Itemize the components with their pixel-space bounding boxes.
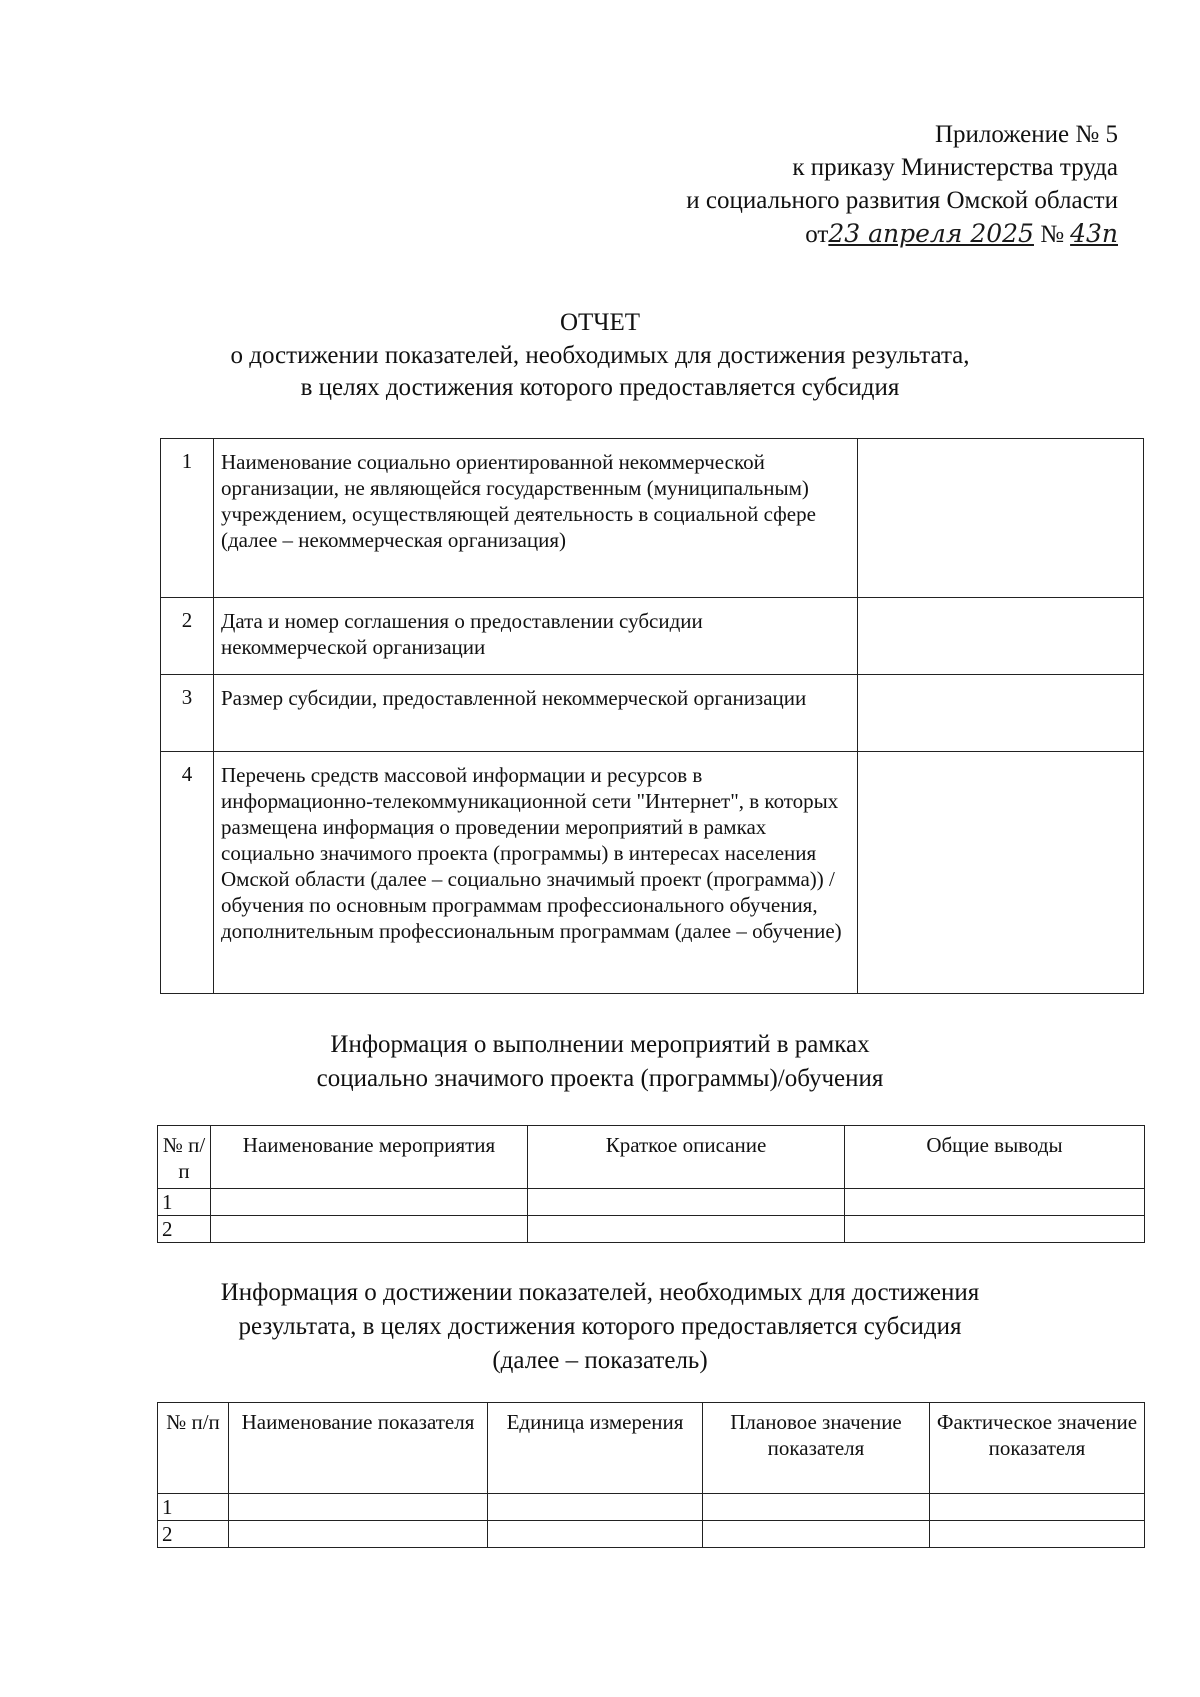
table-row [158,1189,1145,1216]
planned-value-cell[interactable] [703,1521,930,1548]
table-row [161,598,1144,675]
events-heading-line1: Информация о выполнении мероприятий в рамках [330,1031,870,1058]
indicators-heading-line3: (далее – показатель) [492,1347,708,1374]
table-row [158,1521,1145,1548]
header-cell-number: № п/п [158,1126,211,1189]
order-date-line [518,217,1118,257]
row-number: 1 [158,1189,211,1216]
row-value-cell[interactable] [858,598,1144,675]
row-number: 1 [161,439,214,598]
indicators-section-heading [0,1276,1200,1378]
handwritten-number: 43п [1070,219,1118,248]
unit-cell[interactable] [488,1494,703,1521]
row-label: Размер субсидии, предоставленной некоммерческой организации [214,675,858,752]
appendix-ministry-line: и социального развития Омской области [686,187,1118,214]
organization-info-table [160,438,1144,994]
from-label: от [805,221,829,248]
row-value-cell[interactable] [858,752,1144,994]
report-subtitle-line1: о достижении показателей, необходимых для достижения результата, [230,342,970,369]
row-number: 4 [161,752,214,994]
header-cell-indicator-name: Наименование показателя [229,1403,488,1494]
appendix-block [518,118,1118,257]
row-number: 3 [161,675,214,752]
header-cell-event-name: Наименование мероприятия [211,1126,528,1189]
conclusions-cell[interactable] [845,1189,1145,1216]
table-header-row [158,1126,1145,1189]
row-label: Перечень средств массовой информации и ресурсов в информационно-телекоммуникационной сети "Интернет", в которых размещена информация о проведении мероприятий в рамках социально значимого проекта (программы) в интересах населения Омской области (далее – социально значимый проект (программа)) /обучения по основным программам профессионального обучения, дополнительным профессиональным программам (далее – обучение) [214,752,858,994]
conclusions-cell[interactable] [845,1216,1145,1243]
unit-cell[interactable] [488,1521,703,1548]
actual-value-cell[interactable] [930,1494,1145,1521]
handwritten-date: 23 апреля 2025 [828,219,1034,248]
header-cell-actual: Фактическое значение показателя [930,1403,1145,1494]
table-row [161,675,1144,752]
header-cell-planned: Плановое значение показателя [703,1403,930,1494]
row-label: Дата и номер соглашения о предоставлении субсидии некоммерческой организации [214,598,858,675]
header-cell-conclusions: Общие выводы [845,1126,1145,1189]
table-header-row [158,1403,1145,1494]
report-subtitle-line2: в целях достижения которого предоставляется субсидия [300,374,900,401]
row-label: Наименование социально ориентированной некоммерческой организации, не являющейся государственным (муниципальным) учреждением, осуществляющей деятельность в социальной сфере (далее – некоммерческая организация) [214,439,858,598]
row-value-cell[interactable] [858,439,1144,598]
indicators-heading-line1: Информация о достижении показателей, необходимых для достижения [220,1279,980,1306]
planned-value-cell[interactable] [703,1494,930,1521]
actual-value-cell[interactable] [930,1521,1145,1548]
description-cell[interactable] [528,1216,845,1243]
indicators-table [157,1402,1145,1548]
indicator-name-cell[interactable] [229,1494,488,1521]
row-number: 2 [158,1216,211,1243]
table-row [161,752,1144,994]
report-title: ОТЧЕТ [559,309,641,336]
events-heading-line2: социально значимого проекта (программы)/обучения [316,1065,884,1092]
events-section-heading [0,1028,1200,1096]
row-number: 1 [158,1494,229,1521]
row-value-cell[interactable] [858,675,1144,752]
row-number: 2 [161,598,214,675]
description-cell[interactable] [528,1189,845,1216]
header-cell-description: Краткое описание [528,1126,845,1189]
table-row [158,1216,1145,1243]
header-cell-unit: Единица измерения [488,1403,703,1494]
event-name-cell[interactable] [211,1216,528,1243]
event-name-cell[interactable] [211,1189,528,1216]
appendix-title: Приложение № 5 [934,121,1118,148]
header-cell-number: № п/п [158,1403,229,1494]
indicators-heading-line2: результата, в целях достижения которого предоставляется субсидия [238,1313,962,1340]
row-number: 2 [158,1521,229,1548]
table-row [158,1494,1145,1521]
number-label: № [1040,221,1065,248]
appendix-order-line: к приказу Министерства труда [792,154,1118,181]
events-table [157,1125,1145,1243]
indicator-name-cell[interactable] [229,1521,488,1548]
table-row [161,439,1144,598]
